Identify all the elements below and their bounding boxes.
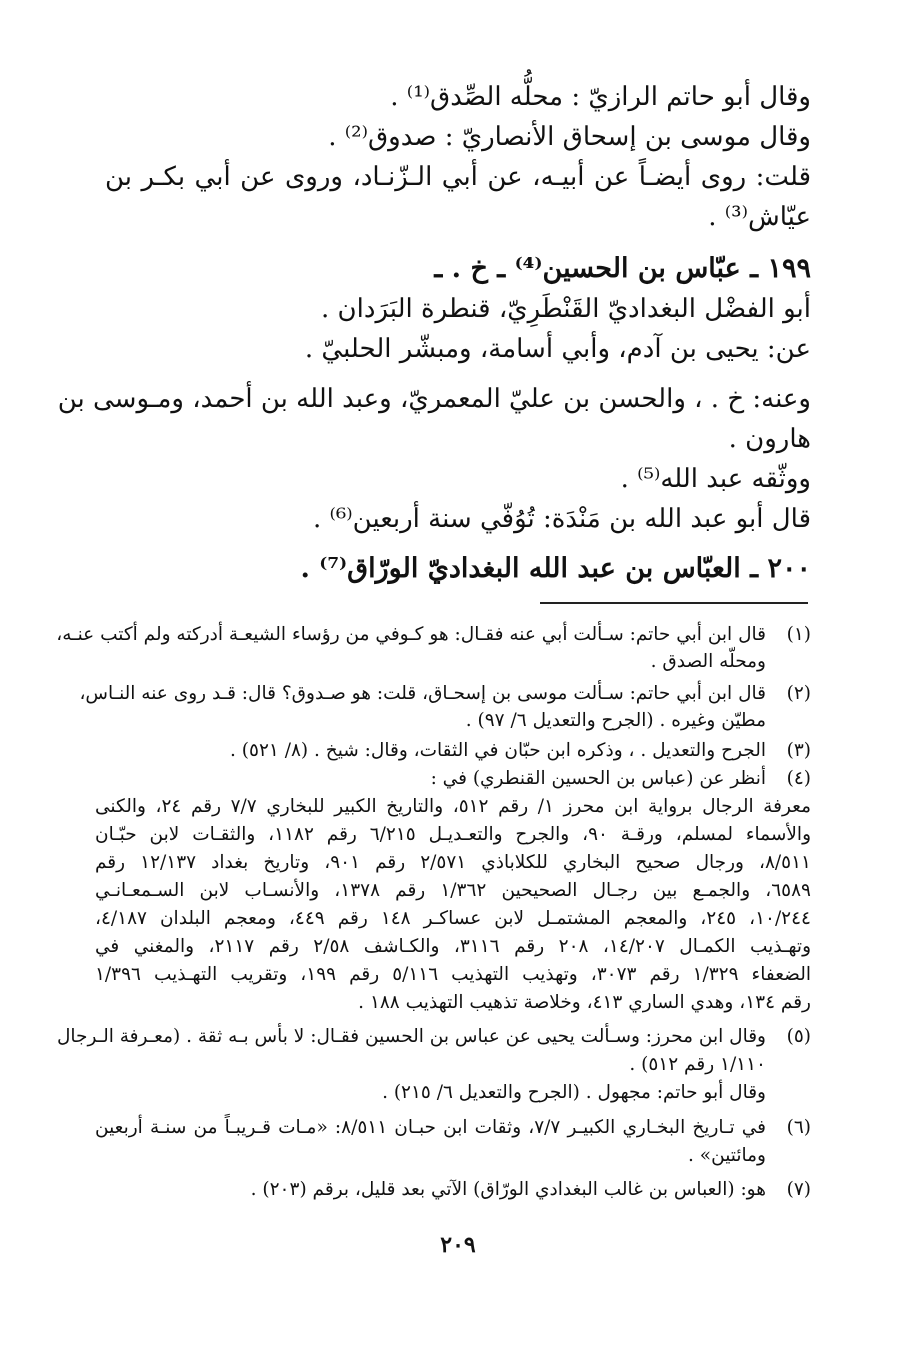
body-line: عن: يحيى بن آدم، وأبي أسامة، ومبشّر الحلبيّ . [304, 334, 811, 364]
footnote-line: والأسماء لمسلم، ورقـة ٩٠، والجرح والتعـديـل ٦/٢١٥ رقم ١١٨٢، والثقـات لابن حبّـان [95, 824, 812, 845]
footnote-number: (٣) [786, 740, 811, 761]
body-line: أبو الفضْل البغداديّ القَنْطَرِيّ، قنطرة البَرَدان . [321, 294, 811, 324]
footnote-line: الضعفاء ١/٣٢٩ رقم ٣٠٧٣، وتهذيب التهذيب ٥/١١٦ رقم ١٩٩، وتقريب التهـذيب ١/٣٩٦ [95, 964, 811, 985]
footnote-line: أنظر عن (عباس بن الحسين القنطري) في : [430, 768, 766, 789]
entry-199-heading: ١٩٩ ـ عبّاس بن الحسين⁽⁴⁾ ـ خ . ـ [434, 253, 811, 284]
footnote-line: ٦٥٨٩، والجمـع بين رجـال الصحيحين ١/٣٦٢ رقم ١٣٧٨، والأنسـاب لابن السـمعـانـي [95, 880, 811, 901]
body-line: قال أبو عبد الله بن مَنْدَة: تُوُفّي سنة أربعين⁽⁶⁾ . [312, 504, 811, 534]
body-line: قلت: روى أيضـاً عن أبيـه، عن أبي الـزّنـاد، وروى عن أبي بكـر بن [105, 162, 811, 192]
body-line: ووثّقه عبد الله⁽⁵⁾ . [620, 464, 811, 494]
footnote-separator [540, 602, 808, 604]
footnote-line: ومائتين» . [688, 1145, 766, 1166]
footnote-number: (٢) [786, 683, 811, 704]
footnote-line: ١/١١٠ رقم ٥١٢) . [629, 1054, 766, 1075]
entry-200-heading: ٢٠٠ ـ العبّاس بن عبد الله البغداديّ الورّاق⁽⁷⁾ . [300, 553, 811, 584]
page-number: ٢٠٩ [440, 1232, 476, 1258]
body-line: هارون . [728, 424, 811, 454]
body-line: وقال موسى بن إسحاق الأنصاريّ : صدوق⁽²⁾ . [328, 122, 811, 152]
footnote-line: ٨/٥١١، ورجال صحيح البخاري للكلاباذي ٢/٥٧١ رقم ٩٠١، وتاريخ بغداد ١٢/١٣٧ رقم [95, 852, 811, 873]
footnote-line: وقال أبو حاتم: مجهول . (الجرح والتعديل ٦/ ٢١٥) . [382, 1082, 766, 1103]
footnote-line: وقال ابن محرز: وسـألت يحيى عن عباس بن الحسين فقـال: لا بأس بـه ثقة . (معـرفة الـرجال [56, 1026, 766, 1047]
footnote-line: الجرح والتعديل . ، وذكره ابن حبّان في الثقات، وقال: شيخ . (٨/ ٥٢١) . [230, 740, 766, 761]
footnote-line: معرفة الرجال برواية ابن محرز ١/ رقم ٥١٢، والتاريخ الكبير للبخاري ٧/٧ رقم ٢٤، والكنى [95, 796, 811, 817]
footnote-line: هو: (العباس بن غالب البغدادي الورّاق) الآتي بعد قليل، برقم (٢٠٣) . [250, 1179, 766, 1200]
footnote-number: (١) [786, 624, 811, 645]
footnote-line: مطيّن وغيره . (الجرح والتعديل ٦/ ٩٧) . [465, 710, 766, 731]
footnote-line: قال ابن أبي حاتم: سـألت موسى بن إسحـاق، قلت: هو صـدوق؟ قال: قـد روى عنه النـاس، [79, 683, 766, 704]
footnote-line: في تـاريخ البخـاري الكبيـر ٧/٧، وثقات ابن حبـان ٨/٥١١: «مـات قـريبـاً من سنـة أربعين [95, 1117, 766, 1138]
footnote-line: ومحلّه الصدق . [650, 651, 766, 672]
footnote-number: (٥) [786, 1026, 811, 1047]
footnote-line: رقم ١٣٤، وهدي الساري ٤١٣، وخلاصة تذهيب التهذيب ١٨٨ . [358, 992, 811, 1013]
body-line: عيّاش⁽³⁾ . [708, 202, 811, 232]
footnote-number: (٦) [786, 1117, 811, 1138]
footnote-number: (٤) [786, 768, 811, 789]
footnote-line: وتهـذيب الكمـال ١٤/٢٠٧، ٢٠٨ رقم ٣١١٦، والكـاشف ٢/٥٨ رقم ٢١١٧، والمغني في [95, 936, 811, 957]
body-line: وعنه: خ . ، والحسن بن عليّ المعمريّ، وعبد الله بن أحمد، ومـوسى بن [57, 384, 811, 414]
body-line: وقال أبو حاتم الرازيّ : محلُّه الصِّدق⁽¹⁾ . [390, 82, 811, 112]
footnote-number: (٧) [786, 1179, 811, 1200]
footnote-line: ١٠/٢٤٤، ٢٤٥، والمعجم المشتمـل لابن عساكـر ١٤٨ رقم ٤٤٩، ومعجم البلدان ٤/١٨٧، [95, 908, 811, 929]
footnote-line: قال ابن أبي حاتم: سـألت أبي عنه فقـال: هو كـوفي من رؤساء الشيعـة أدركته ولم أكتب عنـه، [56, 624, 766, 645]
